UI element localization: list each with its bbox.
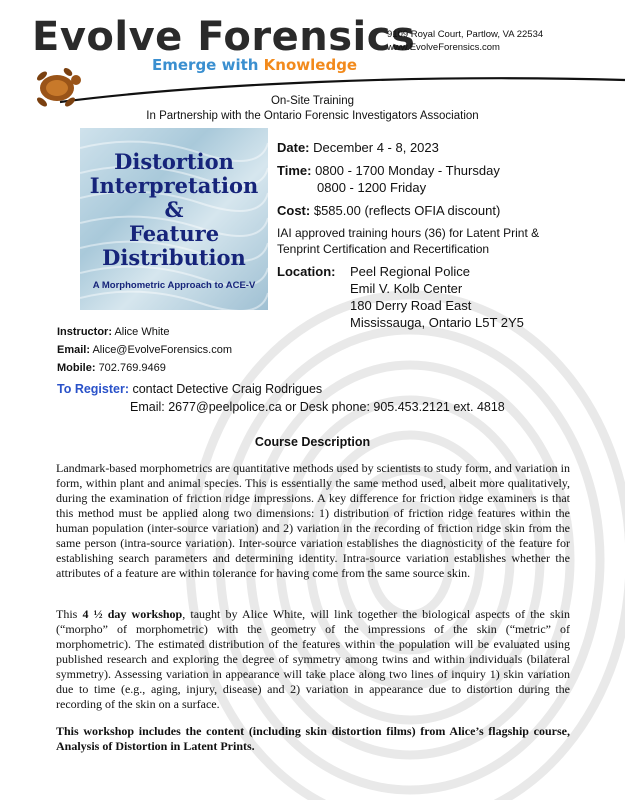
time-value-2: 0800 - 1200 Friday [317, 180, 427, 195]
tagline-part-1: Emerge with [152, 56, 259, 74]
course-description-heading: Course Description [254, 435, 371, 449]
workshop-duration: 4 ½ day workshop [82, 607, 183, 621]
cover-title-line: Distortion [114, 149, 234, 174]
date-label: Date: [277, 140, 310, 155]
cover-subtitle: A Morphometric Approach to ACE-V [92, 280, 256, 291]
cover-title-line: Feature [128, 221, 220, 246]
email-label: Email: [57, 344, 91, 356]
description-paragraph-2 [56, 607, 570, 712]
time-value: 0800 - 1700 Monday - Thursday [315, 163, 500, 178]
address-line: 9109 Royal Court, Partlow, VA 22534 [387, 29, 544, 40]
instructor-email-link[interactable]: Alice@EvolveForensics.com [92, 344, 233, 356]
company-address [387, 28, 543, 54]
tagline-part-2: Knowledge [263, 56, 358, 74]
instructor-label: Instructor: [57, 326, 112, 338]
instructor-row [57, 326, 169, 338]
cost-row [277, 203, 500, 218]
time-label: Time: [277, 163, 312, 178]
time-row [277, 163, 500, 178]
iai-approval-line: Tenprint Certification and Recertification [277, 242, 490, 256]
cover-title-line: Interpretation [89, 173, 259, 198]
location-line: Peel Regional Police [350, 264, 470, 279]
cover-title-line: Distribution [102, 245, 246, 270]
website-link[interactable]: www.EvolveForensics.com [387, 42, 500, 53]
register-row [57, 382, 322, 396]
register-contact: contact Detective Craig Rodrigues [132, 382, 323, 396]
mobile-row [57, 362, 166, 374]
location-label: Location: [277, 264, 336, 279]
cost-value: $585.00 (reflects OFIA discount) [313, 203, 501, 218]
para2-text: This [56, 607, 83, 621]
cover-title-line: & [164, 197, 184, 222]
turtle-logo-icon [28, 58, 86, 116]
location-line: Mississauga, Ontario L5T 2Y5 [350, 315, 524, 330]
partnership-line: In Partnership with the Ontario Forensic Investigators Association [146, 110, 479, 122]
location-line: Emil V. Kolb Center [350, 281, 463, 296]
email-row [57, 344, 232, 356]
description-paragraph-3: This workshop includes the content (including skin distortion films) from Alice’s flagship course, Analysis of Distortion in Latent Prints. [56, 724, 570, 753]
mobile-number: 702.769.9469 [98, 362, 166, 374]
location-line: 180 Derry Road East [350, 298, 472, 313]
iai-approval-line: IAI approved training hours (36) for Latent Print & [277, 226, 540, 240]
cost-label: Cost: [277, 203, 311, 218]
register-contact-details[interactable]: Email: 2677@peelpolice.ca or Desk phone: 905.453.2121 ext. 4818 [130, 400, 505, 414]
training-type: On-Site Training [270, 95, 355, 107]
register-label: To Register: [57, 382, 129, 396]
mobile-label: Mobile: [57, 362, 96, 374]
instructor-name: Alice White [114, 326, 170, 338]
description-paragraph-1: Landmark-based morphometrics are quantitative methods used by scientists to study form, and variation in form, within plant and animal species. This is essentially the same method used, albeit more qualitatively, during the examination of friction ridge impressions. A key difference for friction ridge examiners is that this method must be applied along two dimensions: 1) distribution of friction ridge features within the human population (inter-source variation) and 2) variation in the recording of friction ridge skin from the same person (intra-source variation). Inter-source variation establishes the diagnosticity of the feature for establishing search parameters and determining identity. Intra-source variation establishes whether the attributes of a feature are within tolerance for having come from the same source skin. [56, 461, 570, 580]
date-value: December 4 - 8, 2023 [313, 140, 439, 155]
date-row [277, 140, 439, 155]
para2-text: , taught by Alice White, will link together the biological aspects of the skin (“morpho” of morphometric) with the geometry of the impressions of the skin (“metric” of morphometric). The estimated distribution of the features within the population will be evaluated using published research and exploring the degree of symmetry among twins and within individuals (bilateral symmetry). Assessing variation in appearance will take place along two lines of inquiry 1) skin variation due to time (e.g., aging, injury, disease) and 2) variation in appearance due to distortion during the recording of the skin on a surface. [56, 607, 570, 711]
company-logo-text: Evolve Forensics [32, 14, 416, 60]
course-cover-image [80, 128, 268, 310]
